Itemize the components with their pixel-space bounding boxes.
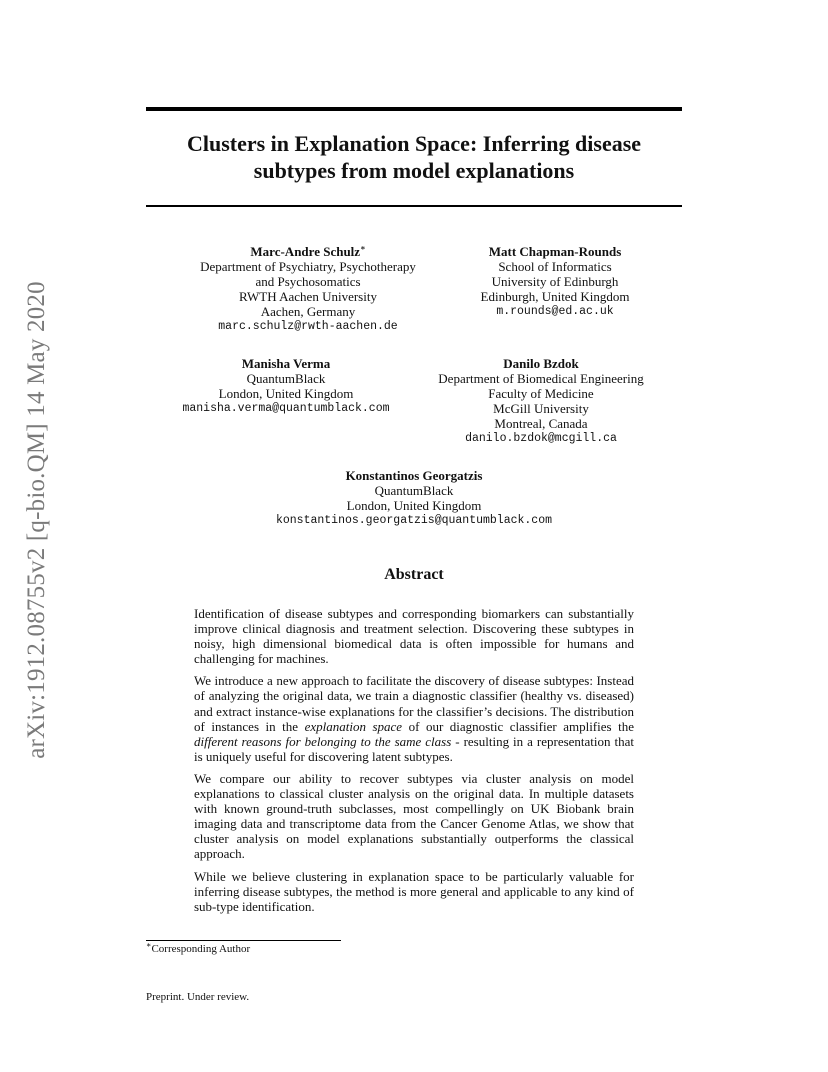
affiliation-line: and Psychosomatics	[255, 274, 361, 289]
affiliation-line: McGill University	[493, 401, 589, 416]
arxiv-identifier: arXiv:1912.08755v2 [q-bio.QM] 14 May 2020	[23, 281, 50, 759]
author-bzdok	[421, 356, 661, 446]
abstract-paragraph: Identification of disease subtypes and corresponding biomarkers can substantially improve clinical diagnosis and treatment selection. Discovering these subtypes in noisy, high dimensional biomedical data is often impossible for humans and challenging for machines.	[194, 606, 634, 667]
title-line-2: subtypes from model explanations	[253, 158, 575, 183]
affiliation-line: Aachen, Germany	[260, 304, 356, 319]
footnote-marker: ∗	[360, 243, 366, 253]
author-chapman-rounds	[440, 244, 670, 319]
affiliation-line: Faculty of Medicine	[488, 386, 594, 401]
abstract-paragraph: We compare our ability to recover subtypes via cluster analysis on model explanations to classical cluster analysis on the original data. In multiple datasets with known ground-truth subclasses, most compellingly on UK Biobank brain imaging data and transcriptome data from the Cancer Genome Atlas, we show that cluster analysis on model explanations substantially outperforms the classical approach.	[194, 770, 634, 862]
affiliation-line: Department of Biomedical Engineering	[438, 371, 644, 386]
author-name: Konstantinos Georgatzis	[345, 468, 483, 483]
author-name: Marc-Andre Schulz∗	[250, 243, 366, 259]
author-verma	[156, 356, 416, 416]
title-bottom-rule	[146, 205, 682, 207]
affiliation-line: Montreal, Canada	[494, 416, 588, 431]
title-line-1: Clusters in Explanation Space: Inferring disease	[186, 131, 642, 156]
paper-title	[146, 130, 682, 184]
author-name: Manisha Verma	[241, 356, 331, 371]
abstract-paragraph: While we believe clustering in explanation space to be particularly valuable for inferring disease subtypes, the method is more general and applicable to any kind of sub-type identification.	[194, 868, 634, 914]
title-top-rule	[146, 107, 682, 111]
footnote: ∗Corresponding Author	[146, 940, 251, 955]
author-email: manisha.verma@quantumblack.com	[182, 402, 390, 415]
affiliation-line: Edinburgh, United Kingdom	[480, 289, 630, 304]
author-name: Danilo Bzdok	[503, 356, 579, 371]
emphasis: explanation space	[304, 718, 403, 734]
footnote-marker: ∗	[146, 940, 152, 950]
author-email: m.rounds@ed.ac.uk	[496, 305, 614, 318]
affiliation-line: School of Informatics	[498, 259, 612, 274]
footnote-rule	[146, 940, 341, 941]
emphasis: different reasons for belonging to the same class	[194, 733, 452, 749]
abstract-body	[194, 606, 634, 921]
affiliation-line: London, United Kingdom	[218, 386, 354, 401]
preprint-note: Preprint. Under review.	[146, 991, 250, 1003]
author-schulz	[178, 244, 438, 334]
affiliation-line: London, United Kingdom	[346, 498, 482, 513]
affiliation-line: Department of Psychiatry, Psychotherapy	[200, 259, 416, 274]
author-georgatzis	[214, 468, 614, 528]
affiliation-line: QuantumBlack	[246, 371, 326, 386]
affiliation-line: RWTH Aachen University	[239, 289, 377, 304]
affiliation-line: University of Edinburgh	[491, 274, 619, 289]
author-email: marc.schulz@rwth-aachen.de	[218, 320, 398, 333]
affiliation-line: QuantumBlack	[374, 483, 454, 498]
abstract-paragraph: We introduce a new approach to facilitate the discovery of disease subtypes: Instead of analyzing the original data, we train a diagnostic classifier (healthy vs. diseased) and extract instance-wise explanations for the classifier’s decisions. The distribution of instances in the explanation space of our diagnostic classifier amplifies the different reasons for belonging to the same class - resulting in a representation that is uniquely useful for discovering latent subtypes.	[194, 673, 634, 764]
abstract-heading: Abstract	[384, 566, 444, 583]
author-name: Matt Chapman-Rounds	[488, 244, 622, 259]
author-email: danilo.bzdok@mcgill.ca	[465, 432, 617, 445]
author-email: konstantinos.georgatzis@quantumblack.com	[275, 514, 553, 527]
